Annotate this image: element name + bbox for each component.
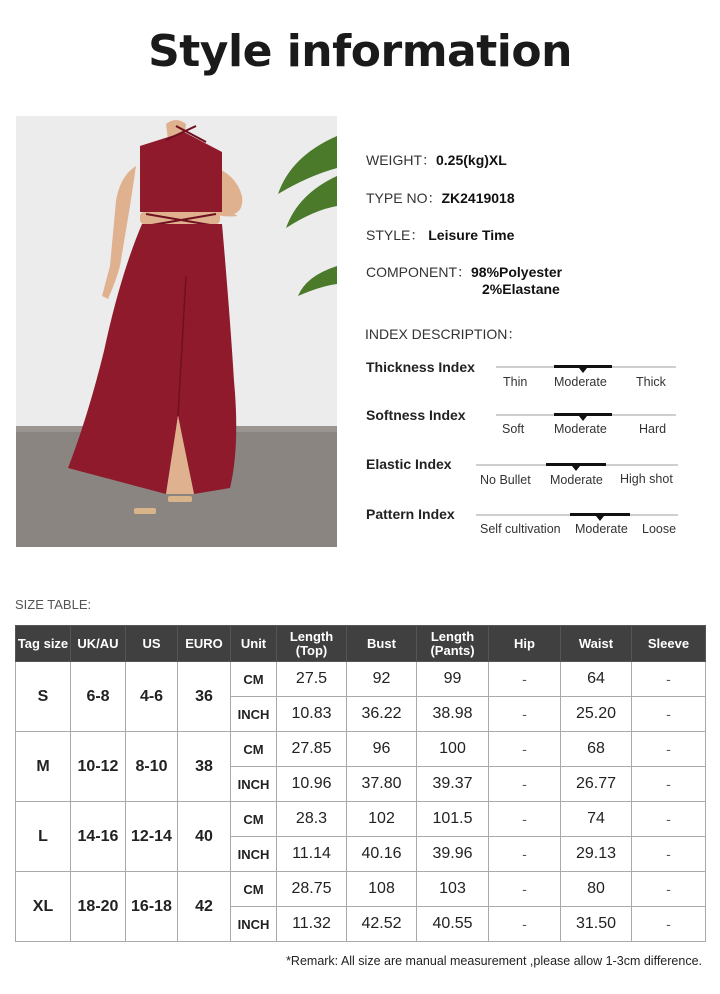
cell-hip: - <box>489 697 561 732</box>
cell-uk-au: 14-16 <box>71 802 126 872</box>
cell-length-pants: 101.5 <box>417 802 489 837</box>
cell-length-top: 10.96 <box>277 767 347 802</box>
cell-unit: CM <box>231 732 277 767</box>
cell-hip: - <box>489 907 561 942</box>
size-table <box>15 625 706 942</box>
cell-hip: - <box>489 767 561 802</box>
cell-uk-au: 10-12 <box>71 732 126 802</box>
index-name: Pattern Index <box>366 506 455 522</box>
pattern-index <box>366 506 686 546</box>
cell-sleeve: - <box>632 872 706 907</box>
header-length-pants-line1: Length <box>430 628 475 644</box>
cell-unit: INCH <box>231 907 277 942</box>
index-option: Hard <box>639 422 667 436</box>
page-title: Style information <box>148 26 572 77</box>
weight-label: WEIGHT： <box>366 152 436 168</box>
index-option: Thick <box>636 375 666 389</box>
cell-bust: 36.22 <box>347 697 417 732</box>
cell-bust: 40.16 <box>347 837 417 872</box>
cell-tag-size: XL <box>16 872 71 942</box>
table-row <box>16 802 706 837</box>
cell-waist: 68 <box>561 732 632 767</box>
cell-length-top: 10.83 <box>277 697 347 732</box>
index-pointer <box>596 516 604 521</box>
index-name: Elastic Index <box>366 456 452 472</box>
component-line <box>366 262 562 282</box>
cell-length-pants: 100 <box>417 732 489 767</box>
cell-length-top: 11.14 <box>277 837 347 872</box>
cell-waist: 74 <box>561 802 632 837</box>
cell-bust: 102 <box>347 802 417 837</box>
header-hip: Hip <box>489 626 561 662</box>
index-option: Moderate <box>550 473 603 487</box>
header-bust: Bust <box>347 626 417 662</box>
header-tag-size: Tag size <box>16 626 71 662</box>
table-row <box>16 732 706 767</box>
cell-unit: CM <box>231 802 277 837</box>
index-option: High shot <box>620 472 673 486</box>
cell-tag-size: M <box>16 732 71 802</box>
cell-us: 16-18 <box>126 872 178 942</box>
cell-euro: 42 <box>178 872 231 942</box>
cell-us: 4-6 <box>126 662 178 732</box>
cell-length-top: 28.75 <box>277 872 347 907</box>
cell-sleeve: - <box>632 732 706 767</box>
cell-length-pants: 38.98 <box>417 697 489 732</box>
index-option: No Bullet <box>480 473 531 487</box>
cell-tag-size: L <box>16 802 71 872</box>
size-table-header <box>16 626 706 662</box>
cell-hip: - <box>489 732 561 767</box>
cell-length-top: 27.85 <box>277 732 347 767</box>
type-line <box>366 188 515 208</box>
component-value-1: 98%Polyester <box>471 264 563 280</box>
cell-us: 12-14 <box>126 802 178 872</box>
style-line <box>366 225 514 245</box>
softness-index <box>366 407 686 447</box>
thickness-index <box>366 359 686 399</box>
cell-bust: 42.52 <box>347 907 417 942</box>
cell-length-pants: 103 <box>417 872 489 907</box>
component-label: COMPONENT： <box>366 264 471 280</box>
index-option: Loose <box>642 522 677 536</box>
cell-length-pants: 40.55 <box>417 907 489 942</box>
component-value-2: 2%Elastane <box>482 281 560 297</box>
cell-sleeve: - <box>632 802 706 837</box>
header-length-top <box>277 626 347 662</box>
cell-hip: - <box>489 662 561 697</box>
weight-value: 0.25(kg)XL <box>436 152 507 168</box>
header-length-pants-line2: (Pants) <box>430 642 475 658</box>
index-option: Self cultivation <box>480 522 561 536</box>
header-euro: EURO <box>178 626 231 662</box>
header-uk-au: UK/AU <box>71 626 126 662</box>
index-option: Moderate <box>554 422 607 436</box>
remark-note: *Remark: All size are manual measurement ,please allow 1-3cm difference. <box>286 954 702 968</box>
cell-sleeve: - <box>632 662 706 697</box>
weight-line <box>366 150 507 170</box>
cell-bust: 37.80 <box>347 767 417 802</box>
index-pointer <box>572 466 580 471</box>
component-line-2 <box>482 281 560 297</box>
cell-unit: INCH <box>231 767 277 802</box>
cell-uk-au: 6-8 <box>71 662 126 732</box>
cell-bust: 92 <box>347 662 417 697</box>
index-option: Thin <box>503 375 528 389</box>
cell-unit: INCH <box>231 697 277 732</box>
index-pointer <box>579 416 587 421</box>
cell-us: 8-10 <box>126 732 178 802</box>
cell-unit: CM <box>231 662 277 697</box>
cell-unit: CM <box>231 872 277 907</box>
header-length-top-line1: Length <box>289 628 334 644</box>
cell-hip: - <box>489 802 561 837</box>
cell-euro: 38 <box>178 732 231 802</box>
cell-unit: INCH <box>231 837 277 872</box>
index-option: Moderate <box>575 522 628 536</box>
cell-bust: 108 <box>347 872 417 907</box>
cell-waist: 64 <box>561 662 632 697</box>
cell-length-pants: 39.37 <box>417 767 489 802</box>
index-name: Thickness Index <box>366 359 475 375</box>
cell-sleeve: - <box>632 837 706 872</box>
size-table-caption: SIZE TABLE: <box>15 597 92 612</box>
cell-waist: 29.13 <box>561 837 632 872</box>
index-option: Soft <box>502 422 525 436</box>
cell-waist: 80 <box>561 872 632 907</box>
cell-length-top: 28.3 <box>277 802 347 837</box>
cell-length-top: 11.32 <box>277 907 347 942</box>
elastic-index <box>366 456 686 496</box>
index-pointer <box>579 368 587 373</box>
index-option: Moderate <box>554 375 607 389</box>
cell-euro: 40 <box>178 802 231 872</box>
cell-uk-au: 18-20 <box>71 872 126 942</box>
product-photo <box>16 116 337 547</box>
cell-waist: 26.77 <box>561 767 632 802</box>
cell-length-top: 27.5 <box>277 662 347 697</box>
style-value: Leisure Time <box>428 227 515 243</box>
cell-bust: 96 <box>347 732 417 767</box>
cell-euro: 36 <box>178 662 231 732</box>
header-unit: Unit <box>231 626 277 662</box>
type-label: TYPE NO： <box>366 190 442 206</box>
header-waist: Waist <box>561 626 632 662</box>
style-label: STYLE： <box>366 227 425 243</box>
cell-length-pants: 39.96 <box>417 837 489 872</box>
cell-length-pants: 99 <box>417 662 489 697</box>
header-length-top-line2: (Top) <box>295 642 328 658</box>
index-name: Softness Index <box>366 407 466 423</box>
table-row <box>16 662 706 697</box>
header-length-pants <box>417 626 489 662</box>
header-sleeve: Sleeve <box>632 626 706 662</box>
type-value: ZK2419018 <box>441 190 515 206</box>
index-description-label: INDEX DESCRIPTION： <box>365 326 522 342</box>
cell-sleeve: - <box>632 907 706 942</box>
cell-sleeve: - <box>632 697 706 732</box>
cell-hip: - <box>489 837 561 872</box>
table-row <box>16 872 706 907</box>
cell-waist: 25.20 <box>561 697 632 732</box>
cell-tag-size: S <box>16 662 71 732</box>
cell-waist: 31.50 <box>561 907 632 942</box>
header-us: US <box>126 626 178 662</box>
cell-sleeve: - <box>632 767 706 802</box>
cell-hip: - <box>489 872 561 907</box>
